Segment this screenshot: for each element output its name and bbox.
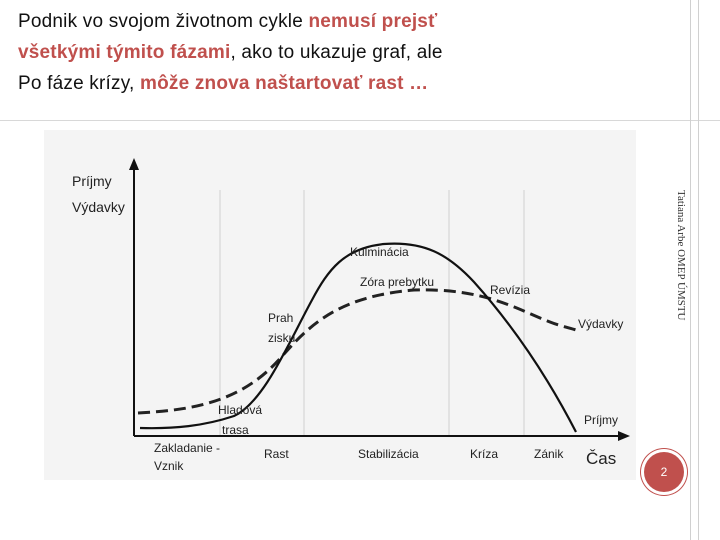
label-revizia: Revízia [490,283,531,297]
y-axis-label-line-2: Výdavky [72,199,125,215]
title-text: Podnik vo svojom životnom cykle [18,11,309,32]
phase-rast: Rast [264,447,289,461]
x-axis-label: Čas [586,449,617,468]
label-prah-zisku-1: Prah [268,311,294,325]
title-highlight: nemusí prejsť [308,11,438,32]
life-cycle-diagram [44,130,636,480]
top-rule [0,120,720,121]
diagram-background [44,130,636,480]
label-prah-zisku-2: zisku [268,331,296,345]
page-number-badge: 2 [644,452,684,492]
phase-zanik: Zánik [534,447,564,461]
label-zora-prebytku: Zóra prebytku [360,275,435,289]
label-vydavky: Výdavky [578,317,624,331]
right-frame-line [690,0,691,540]
title-line-1 [18,6,638,37]
title-highlight: všetkými týmito fázami [18,42,231,63]
title-text: Po fáze krízy, [18,73,140,94]
phase-stabilizacia: Stabilizácia [358,447,419,461]
label-kulminacia: Kulminácia [350,245,409,259]
right-frame-line-2 [698,0,699,540]
title-text: , ako to ukazuje graf, ale [230,42,443,63]
y-axis-label-line-1: Príjmy [72,173,112,189]
phase-vznik: Vznik [154,459,184,473]
title-highlight: môže znova naštartovať rast … [139,73,429,94]
title-line-2 [18,37,638,68]
phase-kriza: Kríza [470,447,499,461]
label-hladova-1: Hladová [218,403,263,417]
slide-title [18,6,638,99]
label-hladova-2: trasa [222,423,249,437]
label-prijmy: Príjmy [584,413,618,427]
diagram-svg [44,130,636,480]
title-line-3 [18,68,638,99]
author-side-text: Tatiana Arbe OMEP ÚMSTU [675,190,687,321]
phase-zakladanie: Zakladanie - [154,441,221,455]
